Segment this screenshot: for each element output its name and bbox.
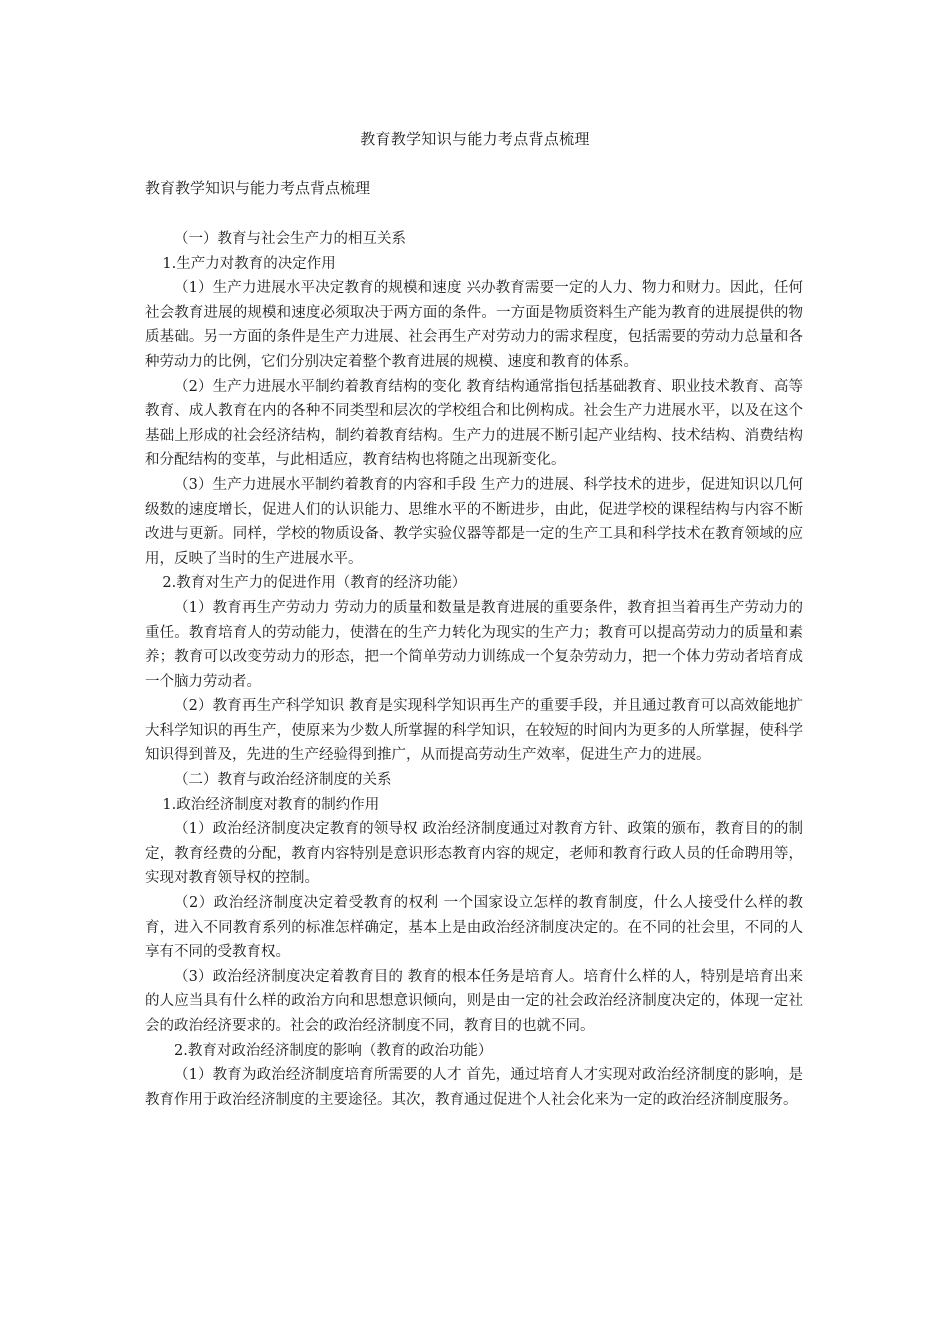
document-body bbox=[145, 227, 803, 1112]
body-paragraph: （2）生产力进展水平制约着教育结构的变化 教育结构通常指包括基础教育、职业技术教育、高等教育、成人教育在内的各种不同类型和层次的学校组合和比例构成。社会生产力进展水平，以及在这个基础上形成的社会经济结构，制约着教育结构。生产力的进展不断引起产业结构、技术结构、消费结构和分配结构的变革，与此相适应，教育结构也将随之出现新变化。 bbox=[145, 378, 803, 469]
body-paragraph: （3）政治经济制度决定着教育目的 教育的根本任务是培育人。培育什么样的人，特别是培育出来的人应当具有什么样的政治方向和思想意识倾向，则是由一定的社会政治经济制度决定的，体现一定社会的政治经济要求的。社会的政治经济制度不同，教育目的也就不同。 bbox=[145, 968, 803, 1034]
subsection-heading: 1.政治经济制度对教育的制约作用 bbox=[162, 796, 380, 813]
subsection-heading: 2.教育对生产力的促进作用（教育的经济功能） bbox=[162, 575, 467, 592]
section-heading: （二）教育与政治经济制度的关系 bbox=[174, 772, 392, 789]
section-heading: （一）教育与社会生产力的相互关系 bbox=[174, 231, 406, 247]
body-paragraph: （2）教育再生产科学知识 教育是实现科学知识再生产的重要手段，并且通过教育可以高效能地扩大科学知识的再生产，使原来为少数人所掌握的科学知识，在较短的时间内为更多的人所掌握，使科学知识得到普及，先进的生产经验得到推广，从而提高劳动生产效率，促进生产力的进展。 bbox=[145, 698, 803, 764]
subsection-heading: 1.生产力对教育的决定作用 bbox=[162, 255, 336, 272]
document-title: 教育教学知识与能力考点背点梳理 bbox=[360, 130, 590, 148]
subsection-heading: 2.教育对政治经济制度的影响（教育的政治功能） bbox=[174, 1042, 493, 1059]
body-paragraph: （1）生产力进展水平决定教育的规模和速度 兴办教育需要一定的人力、物力和财力。因此，任何社会教育进展的规模和速度必须取决于两方面的条件。一方面是物质资料生产能为教育的进展提供的物质基础。另一方面的条件是生产力进展、社会再生产对劳动力的需求程度，包括需要的劳动力总量和各种劳动力的比例，它们分别决定着整个教育进展的规模、速度和教育的体系。 bbox=[145, 280, 803, 370]
body-paragraph: （2）政治经济制度决定着受教育的权利 一个国家设立怎样的教育制度，什么人接受什么样的教育，进入不同教育系列的标准怎样确定，基本上是由政治经济制度决定的。在不同的社会里，不同的人享有不同的受教育权。 bbox=[145, 895, 803, 961]
body-paragraph: （1）教育再生产劳动力 劳动力的质量和数量是教育进展的重要条件，教育担当着再生产劳动力的重任。教育培育人的劳动能力，使潜在的生产力转化为现实的生产力；教育可以提高劳动力的质量和素养；教育可以改变劳动力的形态，把一个简单劳动力训练成一个复杂劳动力，把一个体力劳动者培育成一个脑力劳动者。 bbox=[145, 599, 803, 690]
body-paragraph: （1）政治经济制度决定教育的领导权 政治经济制度通过对教育方针、政策的颁布，教育目的的制定，教育经费的分配，教育内容特别是意识形态教育内容的规定，老师和教育行政人员的任命聘用等，实现对教育领导权的控制。 bbox=[145, 821, 803, 887]
body-paragraph: （3）生产力进展水平制约着教育的内容和手段 生产力的进展、科学技术的进步，促进知识以几何级数的速度增长，促进人们的认识能力、思维水平的不断进步，由此，促进学校的课程结构与内容不断改进与更新。同样，学校的物质设备、教学实验仪器等都是一定的生产工具和科学技术在教育领域的应用，反映了当时的生产进展水平。 bbox=[145, 476, 803, 567]
document-subtitle: 教育教学知识与能力考点背点梳理 bbox=[145, 179, 371, 197]
body-paragraph: （1）教育为政治经济制度培育所需要的人才 首先，通过培育人才实现对政治经济制度的影响，是教育作用于政治经济制度的主要途径。其次，教育通过促进个人社会化来为一定的政治经济制度服务。 bbox=[145, 1067, 803, 1108]
